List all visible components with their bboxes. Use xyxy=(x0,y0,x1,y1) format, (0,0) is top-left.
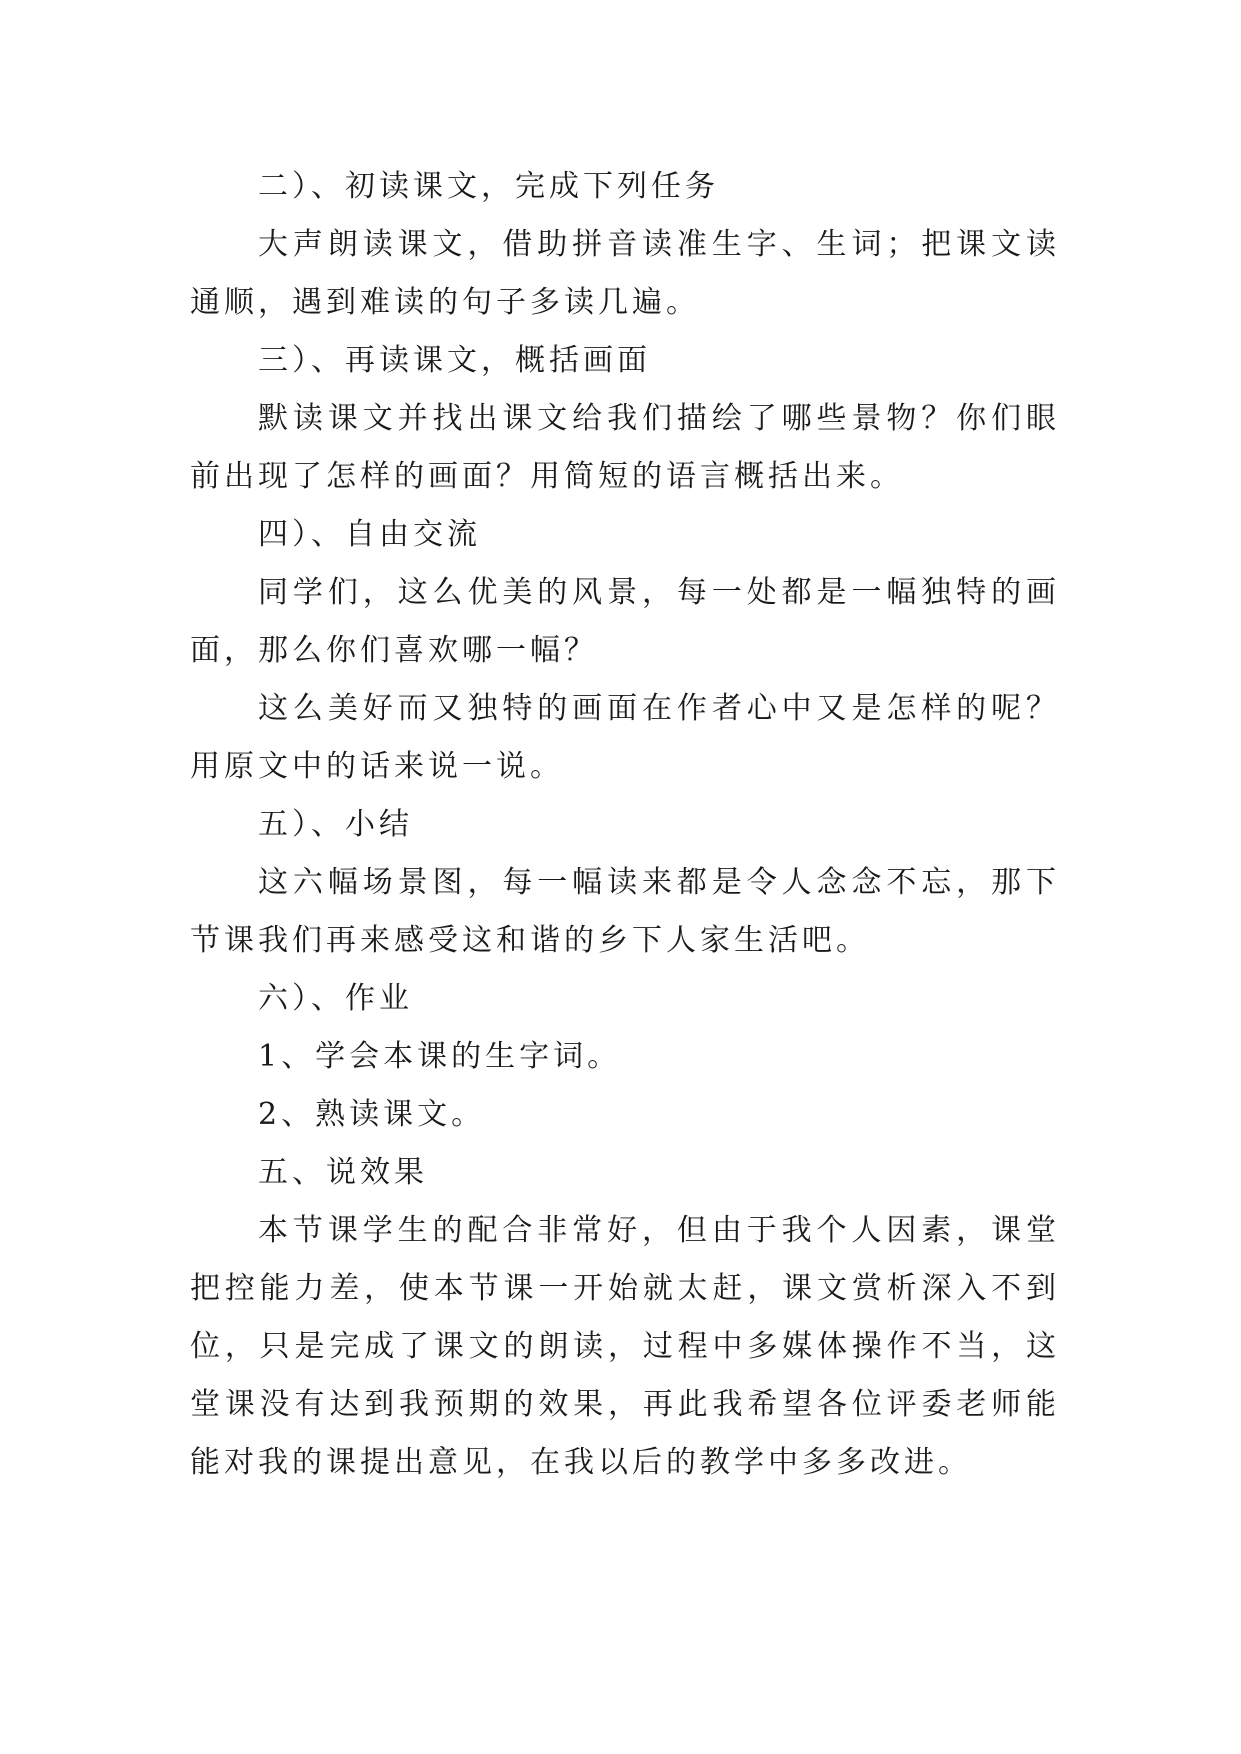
section-heading-free-exchange: 四）、自由交流 xyxy=(258,517,481,552)
paragraph-reflection: 本节课学生的配合非常好，但由于我个人因素，课堂把控能力差，使本节课一开始就太赶，课文赏析深入不到位，只是完成了课文的朗读，过程中多媒体操作不当，这堂课没有达到我预期的效果，再此我希望各位评委老师能能对我的课提出意见，在我以后的教学中多多改进。 xyxy=(190,1213,1060,1480)
paragraph-author-view: 这么美好而又独特的画面在作者心中又是怎样的呢？用原文中的话来说一说。 xyxy=(190,691,1060,784)
homework-item-2: 2、熟读课文。 xyxy=(258,1097,486,1132)
section-heading-first-reading: 二）、初读课文，完成下列任务 xyxy=(258,169,719,204)
paragraph-summary: 这六幅场景图，每一幅读来都是令人念念不忘，那下节课我们再来感受这和谐的乡下人家生活吧。 xyxy=(190,865,1060,958)
paragraph-read-aloud: 大声朗读课文，借助拼音读准生字、生词；把课文读通顺，遇到难读的句子多读几遍。 xyxy=(190,227,1060,320)
section-heading-homework: 六）、作业 xyxy=(258,981,413,1016)
paragraph-scenery: 同学们，这么优美的风景，每一处都是一幅独特的画面，那么你们喜欢哪一幅？ xyxy=(190,575,1060,668)
homework-item-1: 1、学会本课的生字词。 xyxy=(258,1039,622,1074)
paragraph-silent-reading: 默读课文并找出课文给我们描绘了哪些景物？你们眼前出现了怎样的画面？用简短的语言概括出来。 xyxy=(190,401,1060,494)
document-body xyxy=(190,158,1060,1492)
section-heading-effect: 五、说效果 xyxy=(258,1155,428,1190)
section-heading-summary: 五）、小结 xyxy=(258,807,413,842)
section-heading-reread: 三）、再读课文，概括画面 xyxy=(258,343,651,378)
